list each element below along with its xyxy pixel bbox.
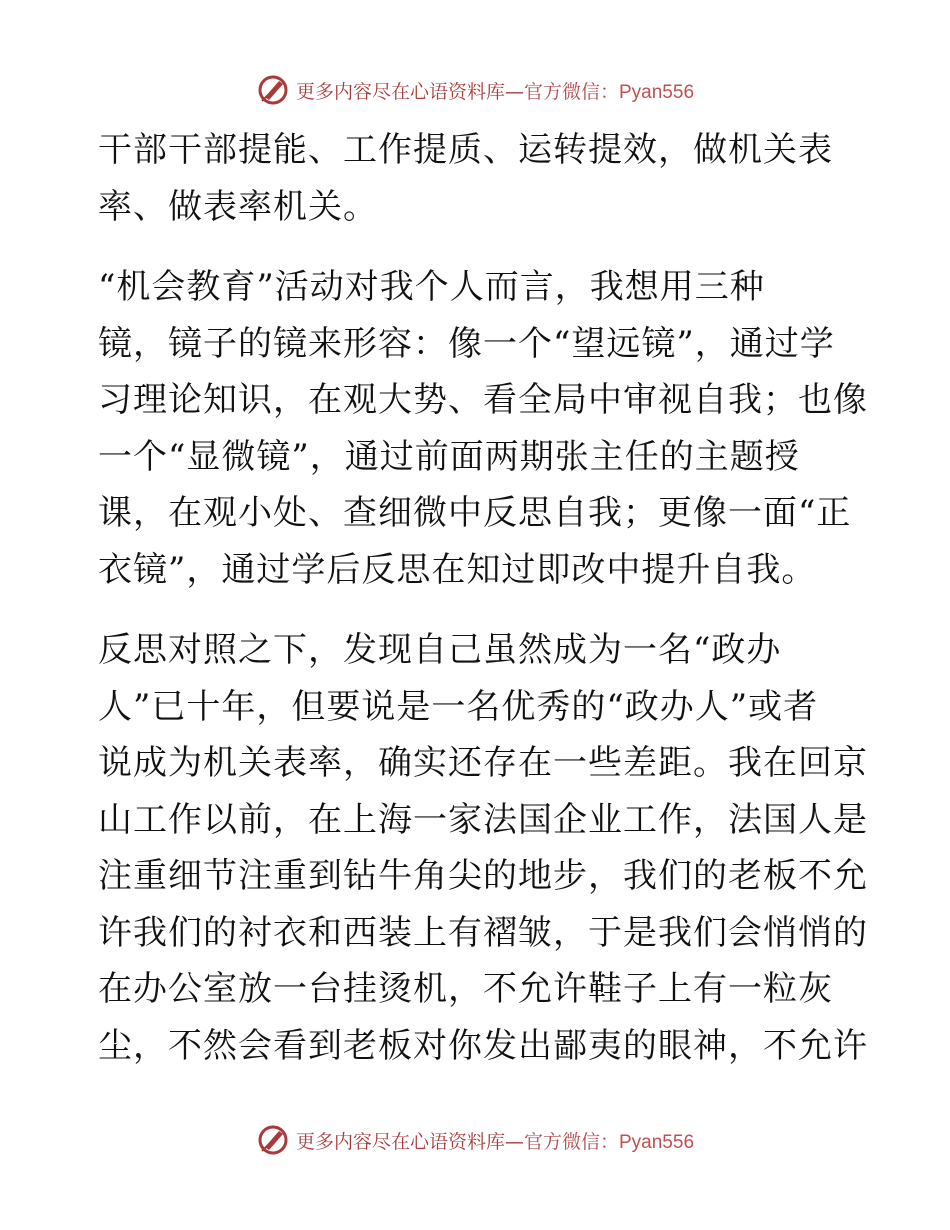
footer-site-text: 更多内容尽在心语资料库: [295, 1130, 505, 1153]
footer-wechat-label: 官方微信：: [523, 1130, 619, 1153]
text-line: 人”已十年，但要说是一名优秀的“政办人”或者: [98, 686, 819, 727]
footer-watermark: [0, 1120, 950, 1160]
text-line: 镜，镜子的镜来形容：像一个“望远镜”，通过学: [98, 323, 835, 364]
paragraph-1: [98, 122, 858, 235]
brand-logo-icon: [256, 1123, 290, 1157]
header-watermark: [0, 70, 950, 110]
text-line: “机会教育”活动对我个人而言，我想用三种: [98, 267, 765, 307]
text-line: 习理论知识，在观大势、看全局中审视自我；也像: [98, 380, 868, 420]
header-site-text: 更多内容尽在心语资料库: [295, 80, 505, 103]
text-line: 课，在观小处、查细微中反思自我；更像一面“正: [98, 493, 852, 533]
footer-wechat-id: Pyan556: [619, 1131, 695, 1153]
text-line: 率、做表率机关。: [98, 186, 378, 227]
header-wechat-id: Pyan556: [619, 81, 695, 103]
paragraph-gap: [98, 235, 858, 259]
header-separator: —: [504, 80, 524, 103]
text-line: 一个“显微镜”，通过前面两期张主任的主题授: [98, 436, 800, 477]
footer-separator: —: [504, 1130, 524, 1153]
text-line: 干部干部提能、工作提质、运转提效，做机关表: [98, 130, 833, 170]
text-line: 山工作以前，在上海一家法国企业工作，法国人是: [98, 799, 868, 840]
text-line: 反思对照之下，发现自己虽然成为一名“政办: [98, 630, 782, 670]
paragraph-gap: [98, 598, 858, 622]
document-body: [98, 122, 868, 1074]
header-watermark-text: [296, 77, 694, 104]
text-line: 尘，不然会看到老板对你发出鄙夷的眼神，不允许: [98, 1025, 868, 1066]
paragraph-3: [98, 622, 868, 1074]
text-line: 说成为机关表率，确实还存在一些差距。我在回京: [98, 743, 868, 783]
brand-logo-icon: [256, 73, 290, 107]
footer-watermark-text: [296, 1127, 694, 1154]
header-wechat-label: 官方微信：: [523, 80, 619, 103]
text-line: 许我们的衬衣和西装上有褶皱，于是我们会悄悄的: [98, 912, 868, 953]
paragraph-2: [98, 259, 868, 598]
text-line: 衣镜”，通过学后反思在知过即改中提升自我。: [98, 549, 817, 590]
text-line: 在办公室放一台挂烫机，不允许鞋子上有一粒灰: [98, 969, 833, 1009]
text-line: 注重细节注重到钻牛角尖的地步，我们的老板不允: [98, 856, 868, 896]
